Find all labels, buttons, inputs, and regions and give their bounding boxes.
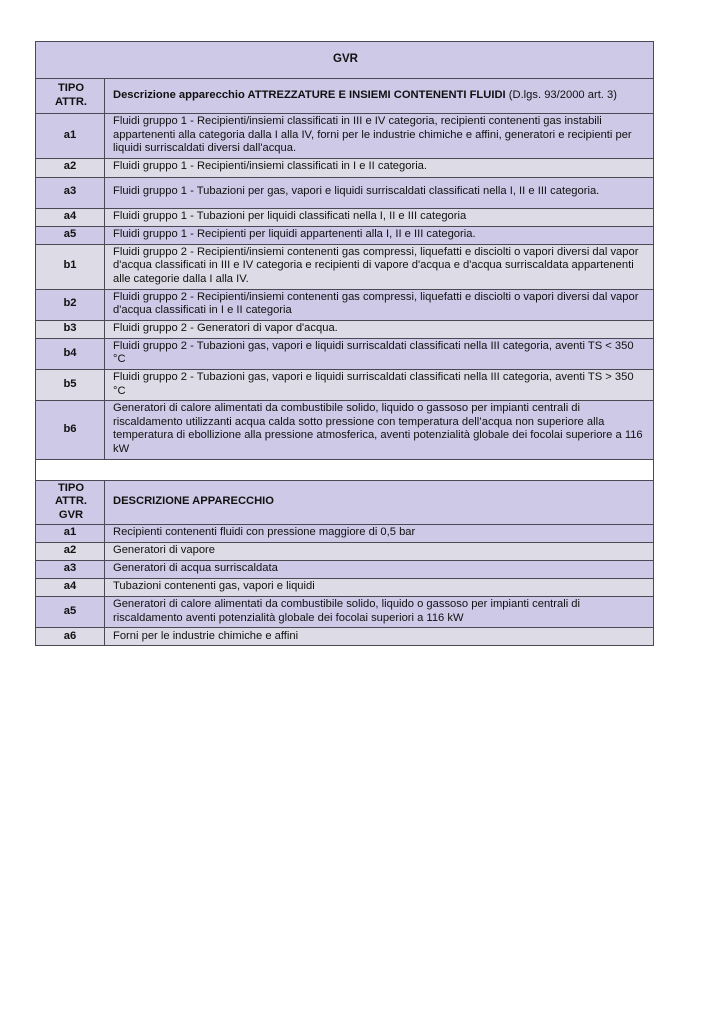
header-description [105,79,654,114]
table-row [36,208,654,226]
row-code: a4 [36,208,105,226]
table-title: GVR [36,42,654,79]
row-description: Fluidi gruppo 1 - Recipienti/insiemi classificati in I e II categoria. [105,158,654,177]
header-desc-prefix: Descrizione apparecchio [113,88,248,101]
table-row [36,597,654,628]
row-description: Generatori di calore alimentati da combustibile solido, liquido o gassoso per impianti centrali di riscaldamento aventi potenzialità globale dei focolai superiori a 116 kW [105,597,654,628]
row-description: Recipienti contenenti fluidi con pressione maggiore di 0,5 bar [105,525,654,543]
gvr-document [35,41,653,646]
row-description: Fluidi gruppo 2 - Generatori di vapor d'acqua. [105,320,654,338]
table-row [36,244,654,289]
row-description: Generatori di acqua surriscaldata [105,561,654,579]
table-row [36,158,654,177]
table-row [36,289,654,320]
row-code: b4 [36,338,105,369]
row-description: Forni per le industrie chimiche e affini [105,628,654,646]
row-code: a2 [36,158,105,177]
gvr-table [35,41,654,646]
row-description: Fluidi gruppo 1 - Recipienti per liquidi appartenenti alla I, II e III categoria. [105,226,654,244]
row-code: a1 [36,114,105,159]
table-row [36,226,654,244]
header-tipo-attr-gvr: TIPO ATTR. GVR [36,480,105,525]
table-row [36,320,654,338]
row-description: Generatori di calore alimentati da combustibile solido, liquido o gassoso per impianti centrali di riscaldamento utilizzanti acqua calda sotto pressione con temperatura dell’acqua non superiore alla temperatura di ebollizione alla pressione atmosferica, aventi potenzialità globale dei focolai superiore a 116 kW [105,401,654,459]
row-code: b5 [36,369,105,400]
row-code: a3 [36,177,105,208]
row-code: a3 [36,561,105,579]
row-description: Generatori di vapore [105,543,654,561]
header-desc-bold: ATTREZZATURE E INSIEMI CONTENENTI FLUIDI [247,88,506,101]
table1-header-row [36,79,654,114]
row-code: a6 [36,628,105,646]
table-row [36,628,654,646]
row-code: a5 [36,226,105,244]
spacer-cell [36,459,654,480]
table-row [36,543,654,561]
row-code: a2 [36,543,105,561]
row-description: Fluidi gruppo 2 - Recipienti/insiemi contenenti gas compressi, liquefatti e disciolti o vapori diversi dal vapor d'acqua classificati in III e IV categoria e recipienti di vapore d'acqua e d'acqua surriscaldata appartenenti alle categorie dalla I alla IV. [105,244,654,289]
table-row [36,338,654,369]
row-code: b1 [36,244,105,289]
table-row [36,114,654,159]
table-row [36,401,654,459]
row-description: Fluidi gruppo 2 - Recipienti/insiemi contenenti gas compressi, liquefatti e disciolti o vapori diversi dal vapor d'acqua classificati in I e II categoria [105,289,654,320]
table-row [36,369,654,400]
row-description: Tubazioni contenenti gas, vapori e liquidi [105,579,654,597]
table2-header-row [36,480,654,525]
row-code: b2 [36,289,105,320]
row-description: Fluidi gruppo 2 - Tubazioni gas, vapori e liquidi surriscaldati classificati nella III categoria, aventi TS > 350 °C [105,369,654,400]
row-code: b3 [36,320,105,338]
header-tipo-attr: TIPO ATTR. [36,79,105,114]
row-description: Fluidi gruppo 1 - Tubazioni per liquidi classificati nella I, II e III categoria [105,208,654,226]
row-code: a4 [36,579,105,597]
table-row [36,525,654,543]
table-row [36,177,654,208]
table-row [36,561,654,579]
row-code: b6 [36,401,105,459]
header-desc-suffix: (D.lgs. 93/2000 art. 3) [505,88,617,101]
row-description: Fluidi gruppo 2 - Tubazioni gas, vapori e liquidi surriscaldati classificati nella III categoria, aventi TS < 350 °C [105,338,654,369]
row-description: Fluidi gruppo 1 - Recipienti/insiemi classificati in III e IV categoria, recipienti contenenti gas instabili appartenenti alla categoria dalla I alla IV, forni per le industrie chimiche e affini, generatori e recipienti per liquidi surriscaldati diversi dall'acqua. [105,114,654,159]
table-title-row [36,42,654,79]
spacer-row [36,459,654,480]
header-descrizione-apparecchio: DESCRIZIONE APPARECCHIO [105,480,654,525]
table-row [36,579,654,597]
row-code: a1 [36,525,105,543]
row-code: a5 [36,597,105,628]
row-description: Fluidi gruppo 1 - Tubazioni per gas, vapori e liquidi surriscaldati classificati nella I, II e III categoria. [105,177,654,208]
